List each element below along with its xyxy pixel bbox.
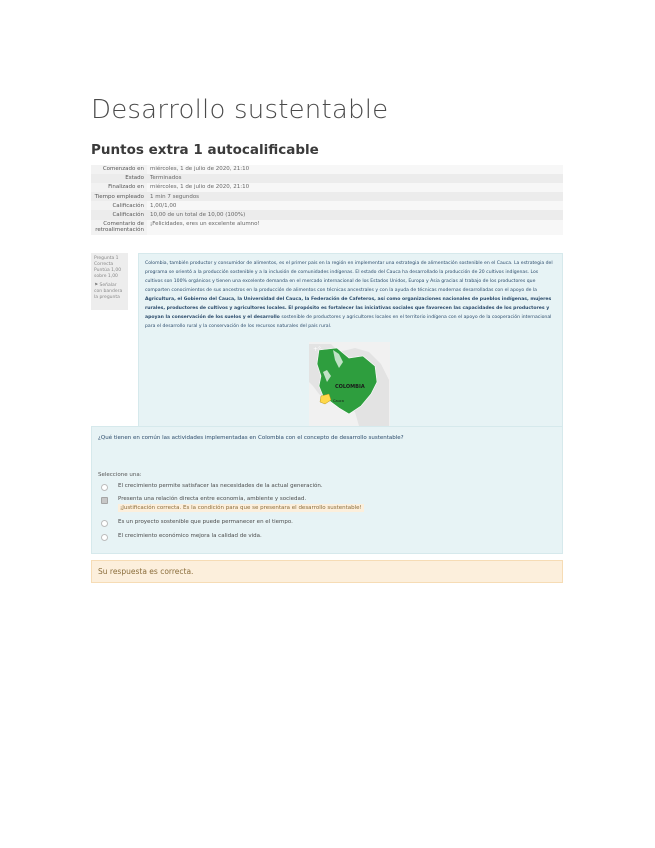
flag-question-link[interactable] <box>94 283 125 301</box>
map-region-label: Cauca <box>333 399 344 403</box>
map-svg <box>309 342 390 426</box>
radio-button[interactable] <box>101 534 108 541</box>
radio-button-selected[interactable] <box>101 497 108 504</box>
summary-value: ¡Felicidades, eres un excelente alumno! <box>147 220 563 236</box>
answer-option-b[interactable] <box>101 496 364 512</box>
option-feedback: ¡Justificación correcta. Es la condición para que se presentara el desarrollo sustentable! <box>120 505 362 511</box>
summary-row <box>91 174 563 183</box>
page-title: Desarrollo sustentable <box>91 95 389 125</box>
radio-button[interactable] <box>101 484 108 491</box>
map-decoration: +° <box>313 346 322 353</box>
question-info-panel <box>91 253 128 310</box>
select-one-label: Seleccione una: <box>98 472 142 478</box>
summary-row <box>91 220 563 236</box>
summary-value: 1,00/1,00 <box>147 201 563 210</box>
paragraph-line: sostenible de productores y agricultores locales en el territorio indígena con el apoyo de la cooperación internacional para el desarrollo rural y la conservación de los recursos naturales del país <box>145 315 552 329</box>
summary-value: 1 min 7 segundos <box>147 192 563 201</box>
summary-label: Calificación <box>91 201 147 210</box>
summary-label: Estado <box>91 174 147 183</box>
flag-icon: ⚑ <box>94 283 99 288</box>
paragraph-line: Agricultura, el Gobierno del Cauca, la Universidad del Cauca, la Federación de Cafeteros, así como organizaciones nacionales de pueblos indígenas, mujeres rurales, productores <box>145 297 552 311</box>
summary-label: Calificación <box>91 210 147 219</box>
summary-row <box>91 183 563 192</box>
summary-row <box>91 210 563 219</box>
summary-value: miércoles, 1 de julio de 2020, 21:10 <box>147 183 563 192</box>
option-text: El crecimiento económico mejora la calidad de vida. <box>118 533 262 539</box>
result-feedback-box <box>91 560 563 583</box>
paragraph-line: Colombia, también productor y consumidor de alimentos, es el primer país en la región en implementar una estrategia de alimentación sostenible en el Cauca. La estrategia del programa se <box>145 261 553 275</box>
colombia-map-image <box>309 342 390 426</box>
radio-button[interactable] <box>101 520 108 527</box>
flag-question-label: Señalar con bandera la pregunta <box>94 283 123 300</box>
question-paragraph <box>139 254 562 336</box>
option-text: El crecimiento permite satisfacer las necesidades de la actual generación. <box>118 483 323 489</box>
paragraph-line: rural. <box>319 324 332 329</box>
summary-label: Comentario de retroalimentación <box>91 220 147 236</box>
paragraph-line: comparten conocimientos de sus ancestros en la producción de alimentos con técnicas ancestrales y con la ayuda de técnicas modernas desarrolladas con el apoyo de la <box>145 288 537 293</box>
summary-value: miércoles, 1 de julio de 2020, 21:10 <box>147 165 563 174</box>
paragraph-line: cultivos son 100% orgánicos y tienen una excelente demanda en el mercado internacional de los Estados Unidos, Europa y Asia gracias al trabajo de los productores que <box>145 279 536 284</box>
summary-value: Terminados <box>147 174 563 183</box>
summary-row <box>91 165 563 174</box>
option-text: Presenta una relación directa entre economía, ambiente y sociedad. <box>118 496 307 502</box>
question-prompt: ¿Qué tienen en común las actividades implementadas en Colombia con el concepto de desarrollo sustentable? <box>98 435 404 441</box>
question-state: Correcta <box>94 262 114 267</box>
paragraph-line: de cultivos y agricultores locales. El propósito es fortalecer las iniciativas sociales que favorecen las capacidades de los productores y apoyan la conservación de los suelos y el desarrollo <box>145 306 550 320</box>
answer-option-d[interactable] <box>101 533 262 541</box>
answer-option-a[interactable] <box>101 483 323 491</box>
summary-row <box>91 192 563 201</box>
answer-option-c[interactable] <box>101 519 293 527</box>
question-grade-max: sobre 1,00 <box>94 274 118 279</box>
option-text: Es un proyecto sostenible que puede permanecer en el tiempo. <box>118 519 293 525</box>
summary-value: 10,00 de un total de 10,00 (100%) <box>147 210 563 219</box>
question-grade: Puntúa 1,00 <box>94 268 122 273</box>
map-country-label: COLOMBIA <box>335 384 365 390</box>
paragraph-line: orientó a la producción sostenible y a la inclusión de comunidades indígenas. El estado del Cauca ha desarrollado la producción de 20 cultivos indígenas. Los <box>175 270 539 275</box>
summary-label: Tiempo empleado <box>91 192 147 201</box>
attempt-summary-table <box>91 165 563 235</box>
summary-label: Finalizado en <box>91 183 147 192</box>
summary-row <box>91 201 563 210</box>
result-text: Su respuesta es correcta. <box>98 567 194 576</box>
summary-label: Comenzado en <box>91 165 147 174</box>
question-number: Pregunta 1 <box>94 256 119 261</box>
quiz-title: Puntos extra 1 autocalificable <box>91 142 319 158</box>
